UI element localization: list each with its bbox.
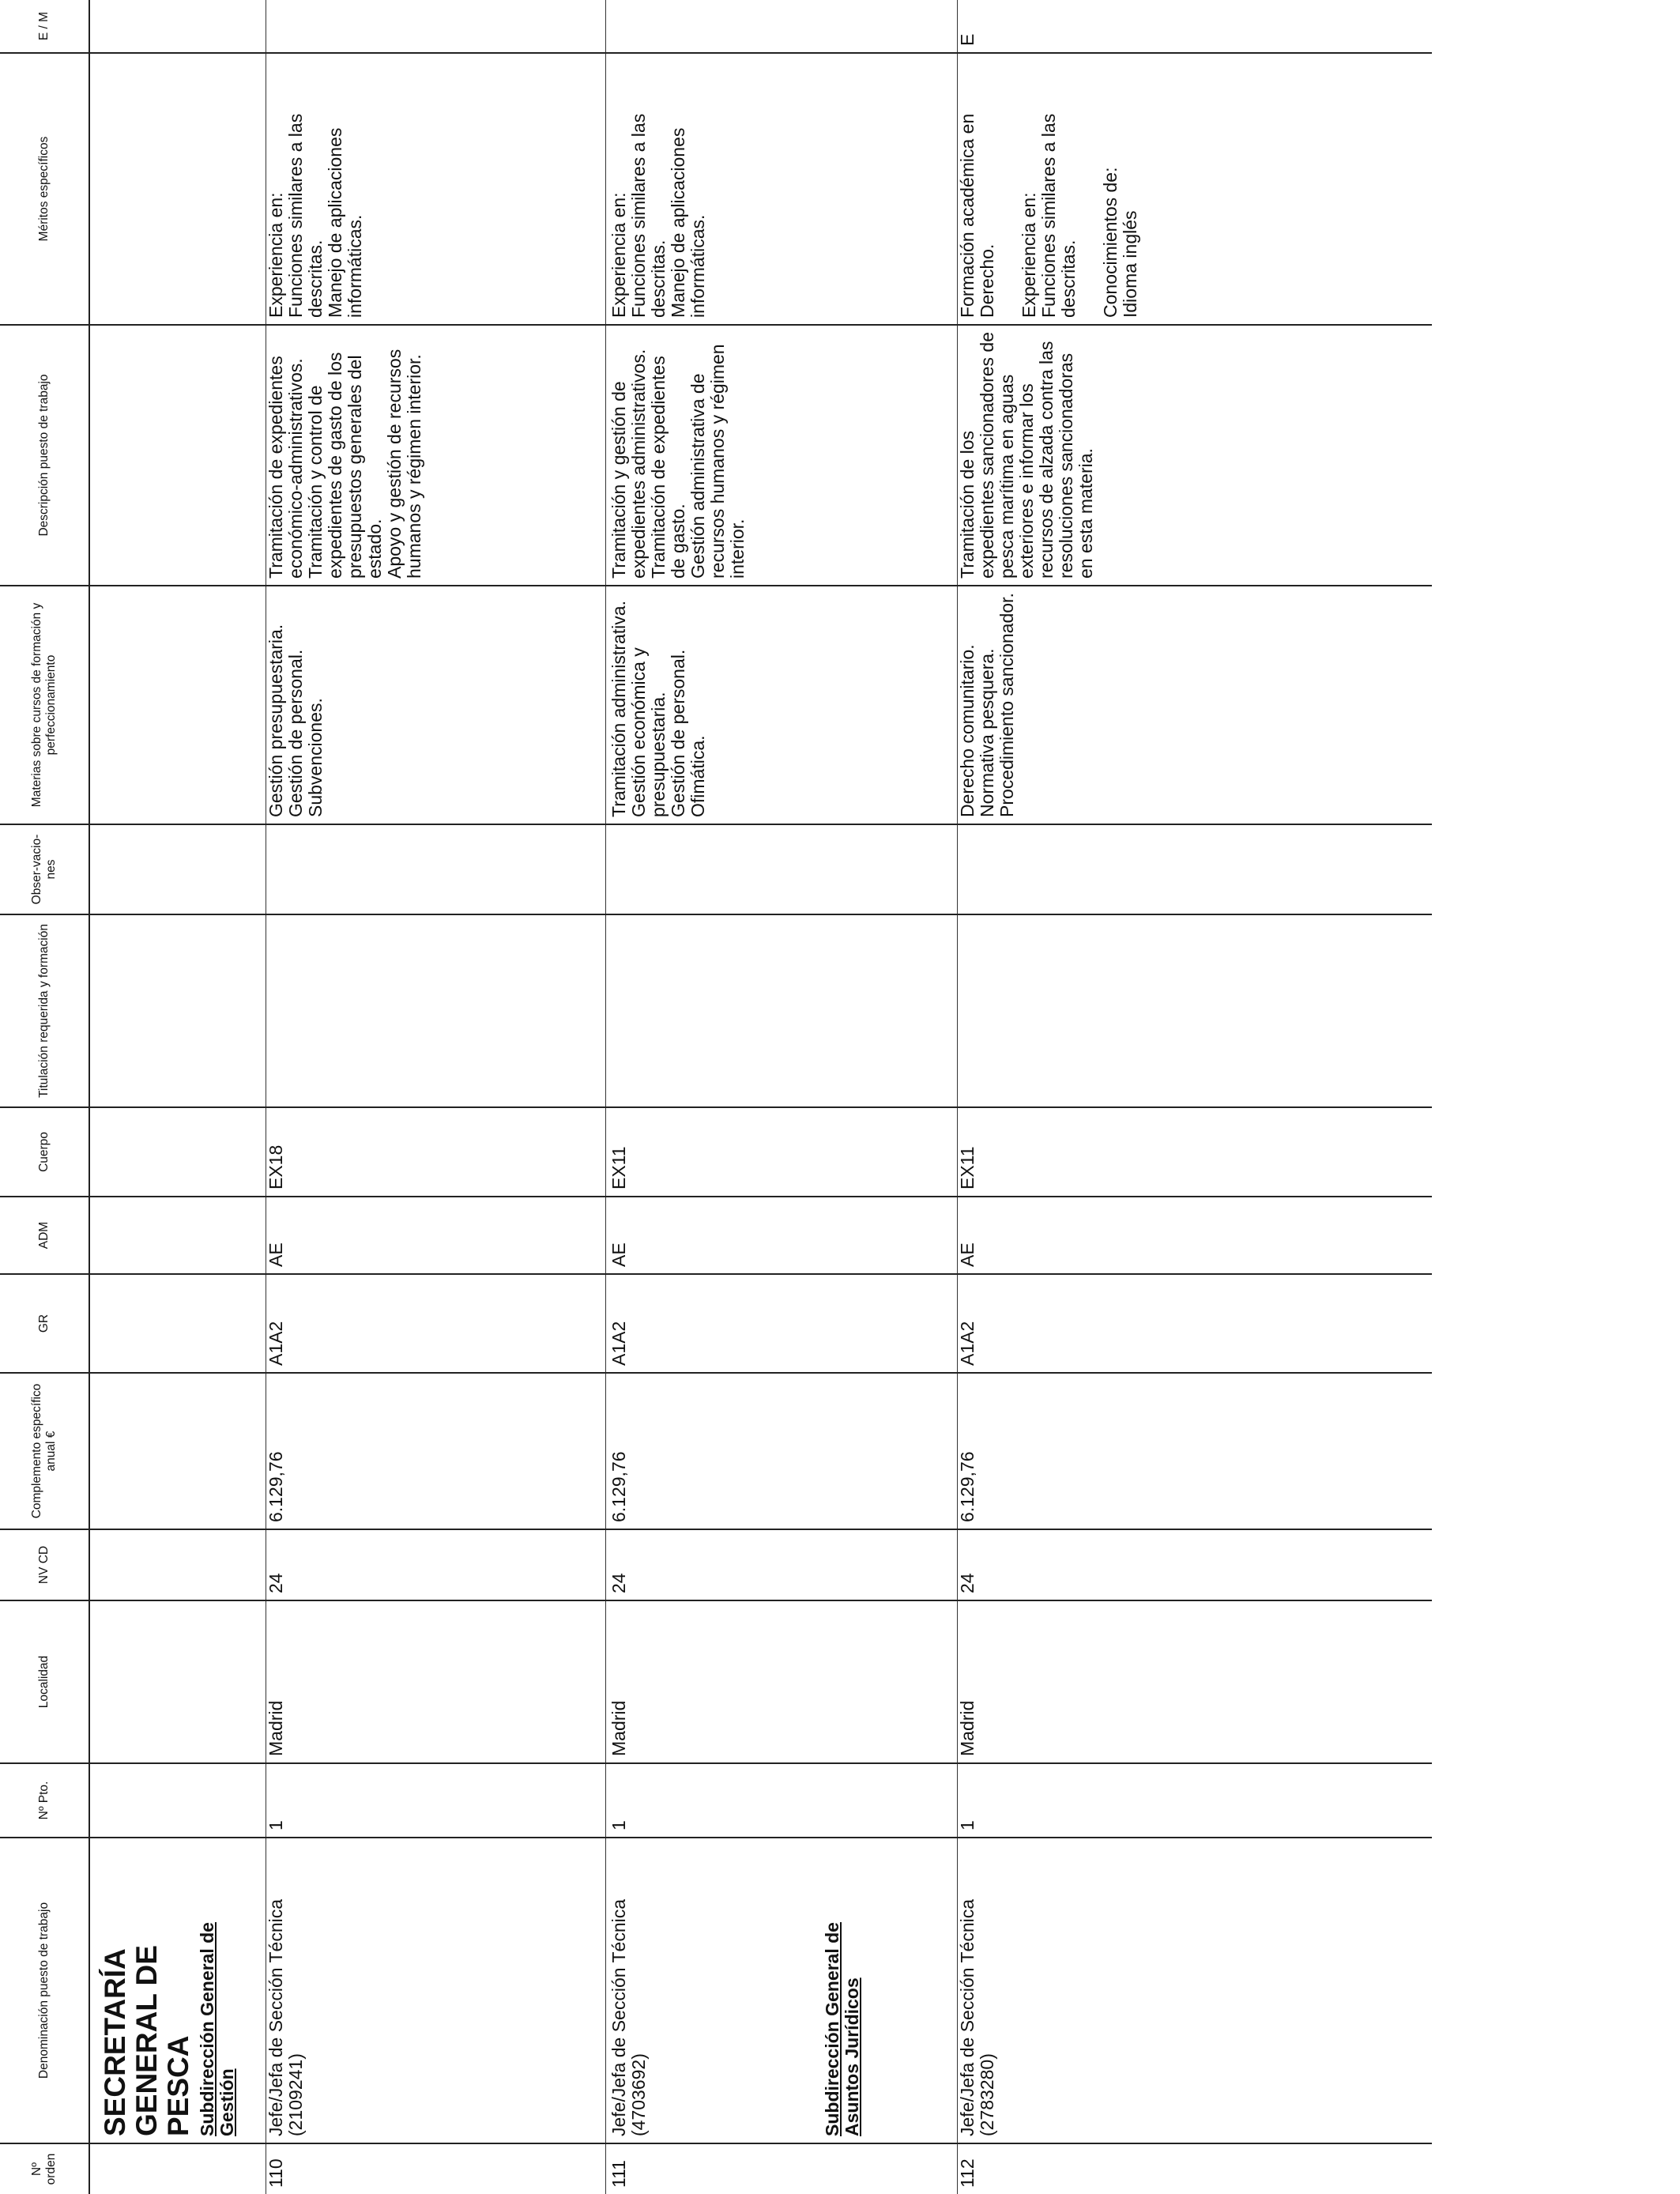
descripcion-cell: Tramitación y gestión de expedientes administrativos. Tramitación de expedientes de gasto. Gestión administrativa de recursos humanos y régimen interior. — [606, 325, 958, 586]
complemento-cell: 6.129,76 — [958, 1373, 1433, 1529]
materias-cell: Tramitación administrativa. Gestión económica y presupuestaria. Gestión de personal. Ofimática. — [606, 586, 958, 824]
subdireccion-title: Subdirección General de Asuntos Jurídicos — [822, 1922, 862, 2136]
header-meritos: Méritos específicos — [0, 53, 89, 325]
materias-cell: Derecho comunitario. Normativa pesquera. Procedimiento sancionador. — [958, 586, 1433, 824]
complemento-cell: 6.129,76 — [266, 1373, 606, 1529]
header-descripcion: Descripción puesto de trabajo — [0, 325, 89, 586]
observaciones-cell — [958, 824, 1433, 914]
denominacion-cell: Jefe/Jefa de Sección Técnica (2783280) — [958, 1838, 1433, 2143]
cuerpo-cell: EX11 — [958, 1107, 1433, 1197]
header-adm: ADM — [0, 1197, 89, 1274]
subdireccion-title: Subdirección General de Gestión — [198, 1838, 266, 2143]
localidad-cell: Madrid — [958, 1600, 1433, 1763]
titulacion-cell — [266, 914, 606, 1107]
descripcion-cell: Tramitación de expedientes económico-administrativos. Tramitación y control de expedientes de gasto de los presupuestos generales del estado. Apoyo y gestión de recursos humanos y régimen interior. — [266, 325, 606, 586]
titulacion-cell — [606, 914, 958, 1107]
header-gr: GR — [0, 1274, 89, 1373]
complemento-cell: 6.129,76 — [606, 1373, 958, 1529]
adm-cell: AE — [606, 1197, 958, 1274]
nvcd-cell: 24 — [266, 1529, 606, 1600]
orden-cell: 111 — [606, 2143, 958, 2194]
header-localidad: Localidad — [0, 1600, 89, 1763]
npto-cell: 1 — [606, 1763, 958, 1838]
titulacion-cell — [958, 914, 1433, 1107]
gr-cell: A1A2 — [266, 1274, 606, 1373]
denominacion-cell: Jefe/Jefa de Sección Técnica (2109241) — [266, 1838, 606, 2143]
descripcion-cell: Tramitación de los expedientes sancionadores de pesca marítima en aguas exteriores e informar los recursos de alzada contra las resoluciones sancionadoras en esta materia. — [958, 325, 1433, 586]
gr-cell: A1A2 — [958, 1274, 1433, 1373]
table-row — [606, 0, 958, 2194]
em-cell — [266, 0, 606, 53]
header-nvcd: NV CD — [0, 1529, 89, 1600]
organization-title: SECRETARÍA GENERAL DE PESCA — [89, 1838, 198, 2143]
npto-cell: 1 — [958, 1763, 1433, 1838]
adm-cell: AE — [958, 1197, 1433, 1274]
localidad-cell: Madrid — [606, 1600, 958, 1763]
orden-cell: 110 — [266, 2143, 606, 2194]
meritos-cell: Formación académica en Derecho. Experiencia en: Funciones similares a las descritas. Conocimientos de: Idioma inglés — [958, 53, 1433, 325]
meritos-cell: Experiencia en: Funciones similares a las descritas. Manejo de aplicaciones informáticas. — [606, 53, 958, 325]
header-observaciones: Obser-vacio-nes — [0, 824, 89, 914]
header-cuerpo: Cuerpo — [0, 1107, 89, 1197]
localidad-cell: Madrid — [266, 1600, 606, 1763]
observaciones-cell — [606, 824, 958, 914]
header-materias: Materias sobre cursos de formación y perfeccionamiento — [0, 586, 89, 824]
header-row — [0, 0, 89, 2194]
adm-cell: AE — [266, 1197, 606, 1274]
nvcd-cell: 24 — [606, 1529, 958, 1600]
header-em: E / M — [0, 0, 89, 53]
em-cell: E — [958, 0, 1433, 53]
header-titulacion: Titulación requerida y formación — [0, 914, 89, 1107]
meritos-cell: Experiencia en: Funciones similares a las descritas. Manejo de aplicaciones informáticas. — [266, 53, 606, 325]
denominacion-cell: Jefe/Jefa de Sección Técnica (4703692) Subdirección General de Asuntos Jurídicos — [606, 1838, 958, 2143]
subdireccion-row — [198, 0, 266, 2194]
table-row — [266, 0, 606, 2194]
header-denominacion: Denominación puesto de trabajo — [0, 1838, 89, 2143]
nvcd-cell: 24 — [958, 1529, 1433, 1600]
header-orden: Nº orden — [0, 2143, 89, 2194]
materias-cell: Gestión presupuestaria. Gestión de personal. Subvenciones. — [266, 586, 606, 824]
cuerpo-cell: EX11 — [606, 1107, 958, 1197]
header-complemento: Complemento específico anual € — [0, 1373, 89, 1529]
orden-cell: 112 — [958, 2143, 1433, 2194]
table-row — [958, 0, 1433, 2194]
em-cell — [606, 0, 958, 53]
organization-row — [89, 0, 198, 2194]
header-npto: Nº Pto. — [0, 1763, 89, 1838]
observaciones-cell — [266, 824, 606, 914]
cuerpo-cell: EX18 — [266, 1107, 606, 1197]
npto-cell: 1 — [266, 1763, 606, 1838]
gr-cell: A1A2 — [606, 1274, 958, 1373]
